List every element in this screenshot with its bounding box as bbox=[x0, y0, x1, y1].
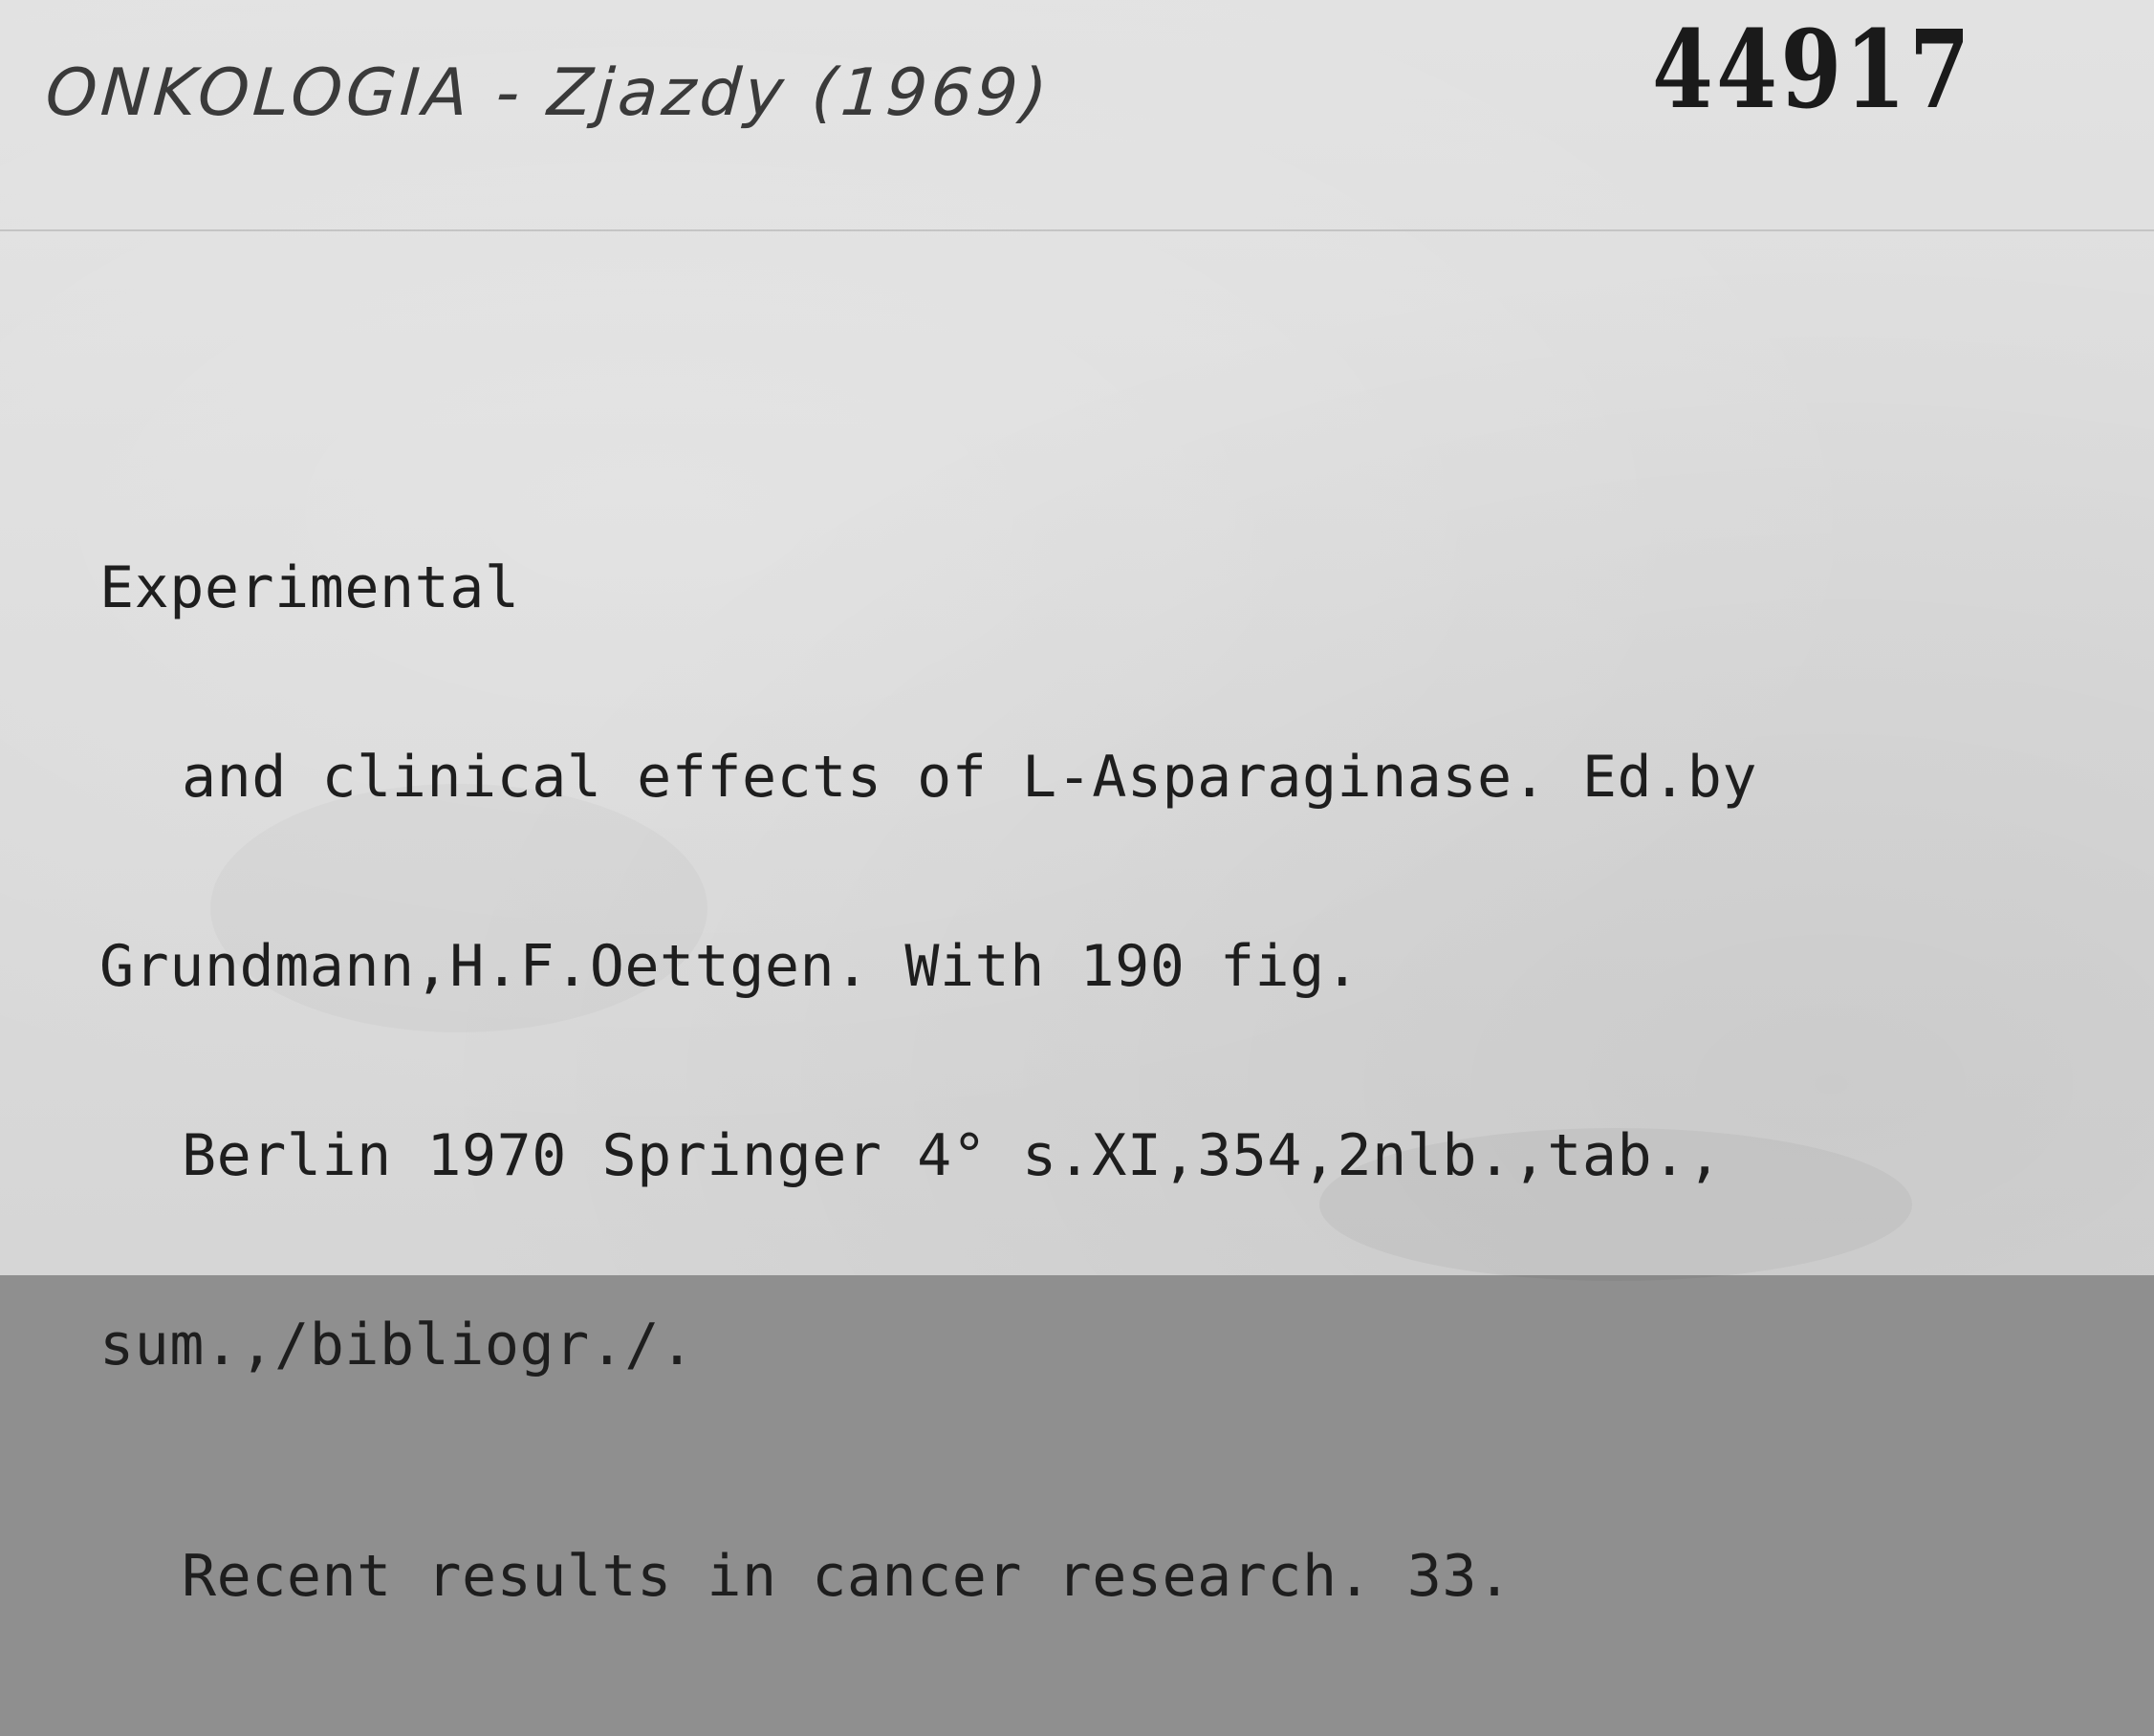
entry-notes: sum.,/bibliogr./. bbox=[99, 1312, 695, 1378]
entry-imprint: Berlin 1970 Springer 4° s.XI,354,2nlb.,tab., bbox=[182, 1122, 1723, 1189]
subject-heading: ONKOLOGIA - Zjazdy (1969) bbox=[43, 55, 1054, 131]
entry-series: Recent results in cancer research. 33. bbox=[182, 1543, 1512, 1610]
bibliographic-entry bbox=[99, 430, 1757, 1734]
heading-divider bbox=[0, 229, 2154, 231]
call-number: 44917 bbox=[1652, 8, 1973, 133]
entry-title-continuation: and clinical effects of L-Asparaginase. Ed.by bbox=[182, 744, 1758, 811]
entry-editors: Grundmann,H.F.Oettgen. With 190 fig. bbox=[99, 933, 1360, 1000]
entry-title: Experimental bbox=[99, 554, 520, 621]
